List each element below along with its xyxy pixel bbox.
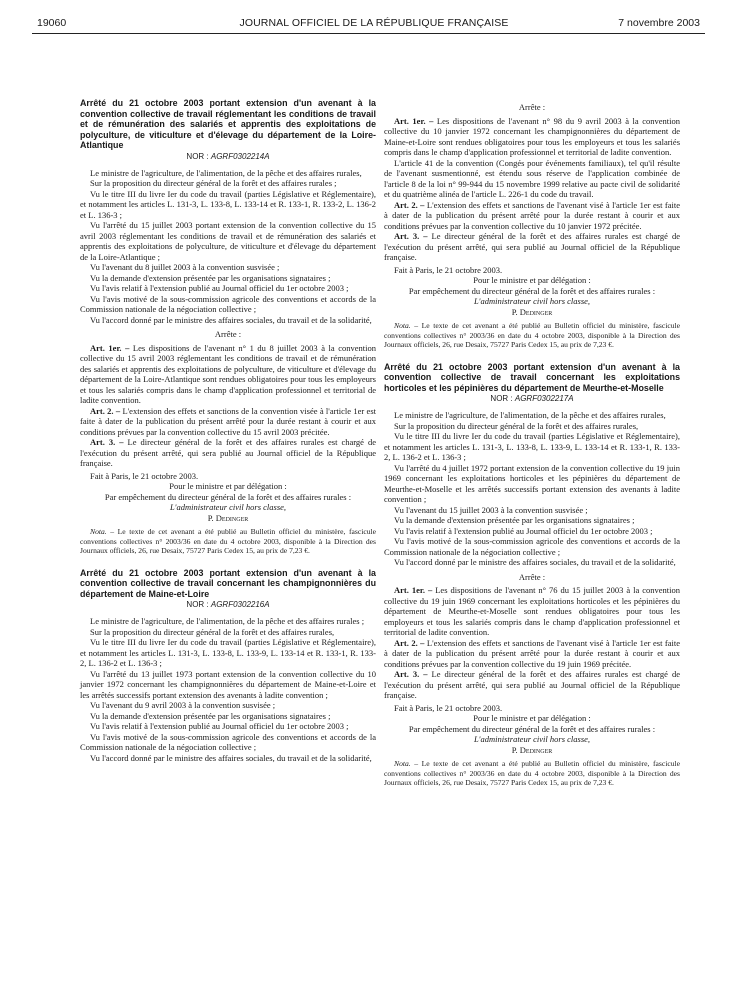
paragraph: Vu le titre III du livre Ier du code du travail (parties Législative et Réglementaire), et notamment les articles L. 131-3, L. 133-8, L. 133-14 et R. 133-1, R. 133-2, L. 136-2 et L. 136-3 ; [80,188,376,220]
decree-meurthe-et-moselle [384,362,680,788]
nor-reference: NOR : AGRF0302216A [186,600,270,610]
article-2: Art. 2. – L'extension des effets et sanctions de la convention visée à l'article 1er est faite à dater de la publication du présent arrêté pour la durée restant à courir et aux conditions prévues par la convention collective du 15 avril 2003 précitée. [80,405,376,437]
paragraph: Vu l'accord donné par le ministre des affaires sociales, du travail et de la solidarité, [90,314,372,325]
left-column [80,98,376,775]
decree-loire-atlantique [80,98,376,556]
article-1: Art. 1er. – Les dispositions de l'avenant n° 76 du 15 juillet 2003 à la convention collective du 19 juin 1969 concernant les exploitations horticoles et les pépinières du département de Meurthe-et-Moselle sont rendues obligatoires pour tous les employeurs et tous les salariés compris dans le champ d'application professionnel et territorial de ladite convention. [384,585,680,638]
paragraph: Vu le titre III du livre Ier du code du travail (parties Législative et Réglementaire), et notamment les articles L. 131-3, L. 133-8, L. 133-9, L. 133-14 et R. 133-1, R. 133-2, L. 136-2 et L. 136-3 ; [384,431,680,463]
page-header [0,0,748,40]
paragraph: Le ministre de l'agriculture, de l'alimentation, de la pêche et des affaires rurales, [90,167,362,178]
signatory-title: L'administrateur civil hors classe, [473,296,591,306]
paragraph: Vu l'arrêté du 4 juillet 1972 portant extension de la convention collective du 19 juin 1969 concernant les exploitations horticoles et les pépinières du département de Meurthe-et-Moselle et les arrêtés successifs portant extension des avenants à ladite convention ; [384,462,680,505]
arrete-heading: Arrête : [214,329,242,339]
decree-title: Arrêté du 21 octobre 2003 portant extension d'un avenant à la convention collective de travail concernant les champignonnières du département de Maine-et-Loire [80,567,376,599]
paragraph: Vu la demande d'extension présentée par les organisations signataires ; [90,272,331,283]
arrete-heading: Arrête : [518,571,546,582]
paragraph: Le ministre de l'agriculture, de l'alimentation, de la pêche et des affaires rurales ; [90,616,365,627]
signature-line: Pour le ministre et par délégation : [473,713,591,724]
decree-maine-et-loire [80,568,376,764]
signature-line: Pour le ministre et par délégation : [169,481,287,491]
page-number: 19060 [37,17,67,29]
paragraph: Vu l'accord donné par le ministre des affaires sociales, du travail et de la solidarité, [394,557,676,568]
article-1: Art. 1er. – Les dispositions de l'avenant n° 1 du 8 juillet 2003 à la convention collective du 15 avril 2003 réglementant les conditions de travail et de rémunération des salariés et apprentis des exploitations de polyculture, de viticulture et d'élevage du département de la Loire-Atlantique sont rendues obligatoires pour tous les employeurs et tous les salariés compris dans le champ d'application professionnel et territorial de ladite convention. [80,342,376,405]
done-at: Fait à Paris, le 21 octobre 2003. [90,470,199,481]
done-at: Fait à Paris, le 21 octobre 2003. [394,264,503,275]
decree-maine-et-loire-continued [384,102,680,350]
header-rule [32,33,705,34]
paragraph: Vu l'arrêté du 13 juillet 1973 portant extension de la convention collective du 10 janvier 1972 concernant les champignonnières du département de Maine-et-Loire et les arrêtés successifs portant extension des avenants à ladite convention ; [80,668,376,700]
issue-date: 7 novembre 2003 [618,17,700,29]
arrete-heading: Arrête : [518,102,546,112]
done-at: Fait à Paris, le 21 octobre 2003. [394,702,503,713]
paragraph: Sur la proposition du directeur général de la forêt et des affaires rurales ; [90,178,337,188]
paragraph: Le ministre de l'agriculture, de l'alimentation, de la pêche et des affaires rurales, [394,410,666,421]
signatory-name: P. Dedinger [207,512,249,523]
paragraph: Sur la proposition du directeur général de la forêt et des affaires rurales, [394,420,639,431]
article-3: Art. 3. – Le directeur général de la forêt et des affaires rurales est chargé de l'exécution du présent arrêté, qui sera publié au Journal officiel de la République française. [384,231,680,262]
paragraph: Vu la demande d'extension présentée par les organisations signataires ; [394,515,635,526]
paragraph: Sur la proposition du directeur général de la forêt et des affaires rurales, [90,626,335,637]
signatory-name: P. Dedinger [511,306,553,317]
nota: Nota. – Le texte de cet avenant a été publié au Bulletin officiel du ministère, fascicule conventions collectives n° 2003/36 en date du 4 octobre 2003, disponible à la Direction des Journaux officiels, 26, rue Desaix, 75727 Paris Cedex 15, au prix de 7,23 €. [384,759,680,788]
signatory-name: P. Dedinger [511,744,553,755]
paragraph: Vu l'arrêté du 15 juillet 2003 portant extension de la convention collective du 15 avril 2003 réglementant les conditions de travail et de rémunération des salariés et apprentis des exploitations de polyculture, de viticulture et d'élevage du département de la Loire-Atlantique ; [80,220,376,262]
right-column [384,98,680,800]
signature-line: Par empêchement du directeur général de la forêt et des affaires rurales : [408,285,656,296]
paragraph: Vu l'avis motivé de la sous-commission agricole des conventions et accords de la Commission nationale de la négociation collective ; [80,293,376,314]
article-2: Art. 2. – L'extension des effets et sanctions de l'avenant visé à l'article 1er est faite à dater de la publication du présent arrêté pour la durée restant à courir et aux conditions prévues par la convention collective du 19 juin 1969 précitée. [384,637,680,669]
article-3: Art. 3. – Le directeur général de la forêt et des affaires rurales est chargé de l'exécution du présent arrêté, qui sera publié au Journal officiel de la République française. [80,437,376,468]
paragraph: Vu l'avenant du 15 juillet 2003 à la convention susvisée ; [394,504,588,515]
signature-line: Par empêchement du directeur général de la forêt et des affaires rurales : [104,491,352,502]
paragraph: L'article 41 de la convention (Congés pour événements familiaux), tel qu'il résulte de l'avenant susmentionné, est étendu sous réserve de l'application combinée de l'article 8 de la loi n° 99-944 du 15 novembre 1999 relative au pacte civil de solidarité et du quatrième alinéa de l'article L. 226-1 du code du travail. [384,157,680,199]
paragraph: Vu l'avis relatif à l'extension publié au Journal officiel du 1er octobre 2003 ; [90,283,349,293]
decree-title: Arrêté du 21 octobre 2003 portant extension d'un avenant à la convention collective de travail concernant les exploitations horticoles et les pépinières du département de Meurthe-et-Moselle [384,361,680,393]
nor-reference: NOR : AGRF0302217A [490,394,574,404]
paragraph: Vu l'avis relatif à l'extension publié au Journal officiel du 1er octobre 2003 ; [394,525,653,536]
nota: Nota. – Le texte de cet avenant a été publié au Bulletin officiel du ministère, fascicule conventions collectives n° 2003/36 en date du 4 octobre 2003, disponible à la Direction des Journaux officiels, 26, rue Desaix, 75727 Paris Cedex 15, au prix de 7,23 €. [384,321,680,350]
nota: Nota. – Le texte de cet avenant a été publié au Bulletin officiel du ministère, fascicule conventions collectives n° 2003/36 en date du 4 octobre 2003, disponible à la Direction des Journaux officiels, 26, rue Desaix, 75727 Paris Cedex 15, au prix de 7,23 €. [80,527,376,556]
article-1: Art. 1er. – Les dispositions de l'avenant n° 98 du 9 avril 2003 à la convention collective du 10 janvier 1972 concernant les champignonnières du département de Maine-et-Loire sont rendues obligatoires pour tous les employeurs et tous les salariés compris dans le champ d'application professionnel et territorial de ladite convention. [384,115,680,157]
nor-reference: NOR : AGRF0302214A [186,151,270,161]
paragraph: Vu l'avenant du 9 avril 2003 à la convention susvisée ; [90,700,276,711]
paragraph: Vu le titre III du livre Ier du code du travail (parties Législative et Réglementaire), et notamment les articles L. 131-3, L. 133-8, L. 133-9, L. 133-14 et R. 133-1, R. 133-2, L. 136-2 et L. 136-3 ; [80,637,376,669]
signature-line: Par empêchement du directeur général de la forêt et des affaires rurales : [408,723,656,734]
signatory-title: L'administrateur civil hors classe, [473,734,591,745]
journal-title: JOURNAL OFFICIEL DE LA RÉPUBLIQUE FRANÇAISE [239,17,509,29]
signatory-title: L'administrateur civil hors classe, [169,502,287,512]
article-3: Art. 3. – Le directeur général de la forêt et des affaires rurales est chargé de l'exécution du présent arrêté, qui sera publié au Journal officiel de la République française. [384,669,680,701]
paragraph: Vu l'avis motivé de la sous-commission agricole des conventions et accords de la Commission nationale de la négociation collective ; [80,731,376,753]
paragraph: Vu l'avis relatif à l'extension publié au Journal officiel du 1er octobre 2003 ; [90,721,349,732]
paragraph: Vu la demande d'extension présentée par les organisations signataires ; [90,710,331,721]
paragraph: Vu l'avis motivé de la sous-commission agricole des conventions et accords de la Commission nationale de la négociation collective ; [384,536,680,557]
article-2: Art. 2. – L'extension des effets et sanctions de l'avenant visé à l'article 1er est faite à dater de la publication du présent arrêté pour la durée restant à courir et aux conditions prévues par la convention collective du 10 janvier 1972 précitée. [384,199,680,231]
paragraph: Vu l'accord donné par le ministre des affaires sociales, du travail et de la solidarité, [90,752,372,763]
decree-title: Arrêté du 21 octobre 2003 portant extension d'un avenant à la convention collective de travail réglementant les conditions de travail et de rémunération des salariés et apprentis des exploitations de polyculture, de viticulture et d'élevage du département de la Loire-Atlantique [80,98,376,150]
paragraph: Vu l'avenant du 8 juillet 2003 à la convention susvisée ; [90,262,280,272]
signature-line: Pour le ministre et par délégation : [473,275,591,285]
